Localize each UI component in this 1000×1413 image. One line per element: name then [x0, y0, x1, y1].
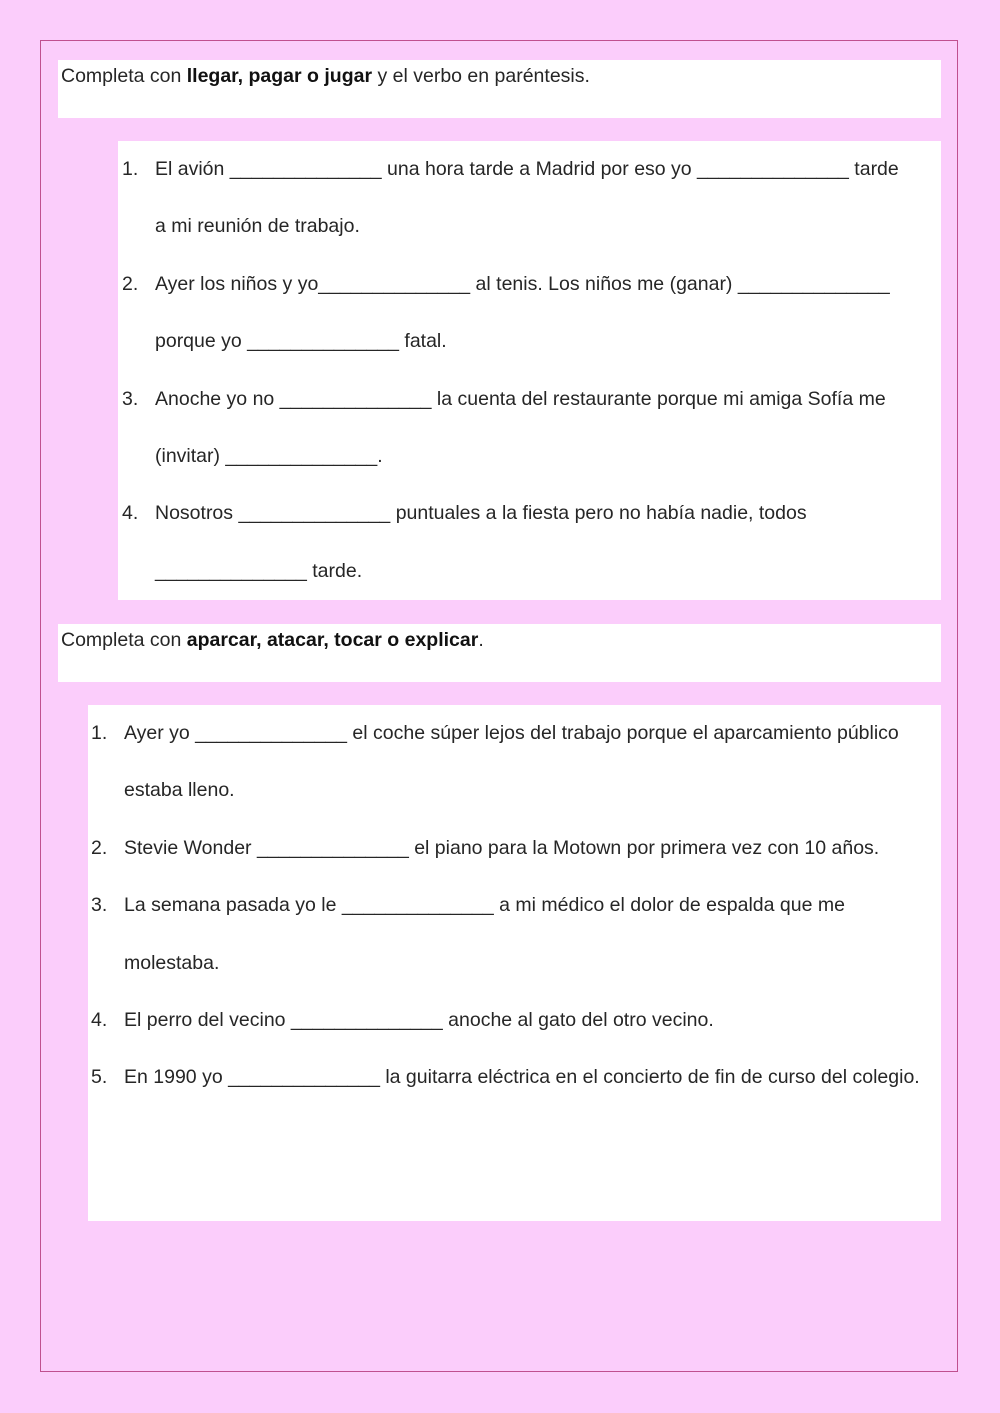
item-text: Anoche yo no ______________ la cuenta del restaurante porque mi amiga Sofía me (invitar) ______________.: [155, 387, 886, 468]
item-number: 1.: [91, 722, 108, 744]
item-text: Nosotros ______________ puntuales a la fiesta pero no había nadie, todos ______________ tarde.: [155, 502, 807, 582]
item-number: 2.: [122, 272, 139, 295]
item-number: 1.: [122, 158, 139, 180]
section1-exercise-list: [118, 141, 941, 600]
section2-instruction: [58, 624, 941, 682]
item-number: 3.: [122, 387, 139, 410]
section2-exercise-list: [88, 705, 941, 1221]
item-text: Stevie Wonder ______________ el piano para la Motown por primera vez con 10 años.: [124, 836, 880, 859]
item-number: 5.: [91, 1066, 108, 1089]
item-text: En 1990 yo ______________ la guitarra eléctrica en el concierto de fin de curso del colegio.: [124, 1066, 920, 1089]
item-text: Ayer yo ______________ el coche súper lejos del trabajo porque el aparcamiento público estaba lleno.: [124, 722, 899, 802]
item-number: 4.: [91, 1009, 108, 1032]
list-item: [91, 705, 941, 820]
item-text: El avión ______________ una hora tarde a Madrid por eso yo ______________ tarde a mi reunión de trabajo.: [155, 158, 899, 238]
instruction-verbs: aparcar, atacar, tocar o explicar: [186, 629, 479, 651]
instruction-suffix: y el verbo en paréntesis.: [372, 65, 590, 87]
item-text: Ayer los niños y yo______________ al tenis. Los niños me (ganar) ______________ porque yo ______________ fatal.: [155, 272, 890, 353]
section1-instruction: [58, 60, 941, 118]
list-item: [91, 820, 941, 877]
list-item: [122, 371, 941, 486]
list-item: [91, 992, 941, 1049]
item-text: La semana pasada yo le ______________ a mi médico el dolor de espalda que me molestaba.: [124, 894, 845, 974]
list-item: [91, 877, 941, 992]
instruction-verbs: llegar, pagar o jugar: [186, 65, 373, 87]
instruction-prefix: Completa con: [61, 65, 187, 87]
item-number: 4.: [122, 502, 139, 525]
list-item: [122, 485, 941, 600]
item-number: 3.: [91, 894, 108, 917]
list-item: [122, 141, 941, 256]
instruction-prefix: Completa con: [61, 629, 187, 651]
list-item: [91, 1049, 941, 1106]
item-number: 2.: [91, 836, 108, 859]
item-text: El perro del vecino ______________ anoche al gato del otro vecino.: [124, 1009, 714, 1032]
list-item: [122, 256, 941, 371]
instruction-suffix: .: [478, 629, 484, 651]
